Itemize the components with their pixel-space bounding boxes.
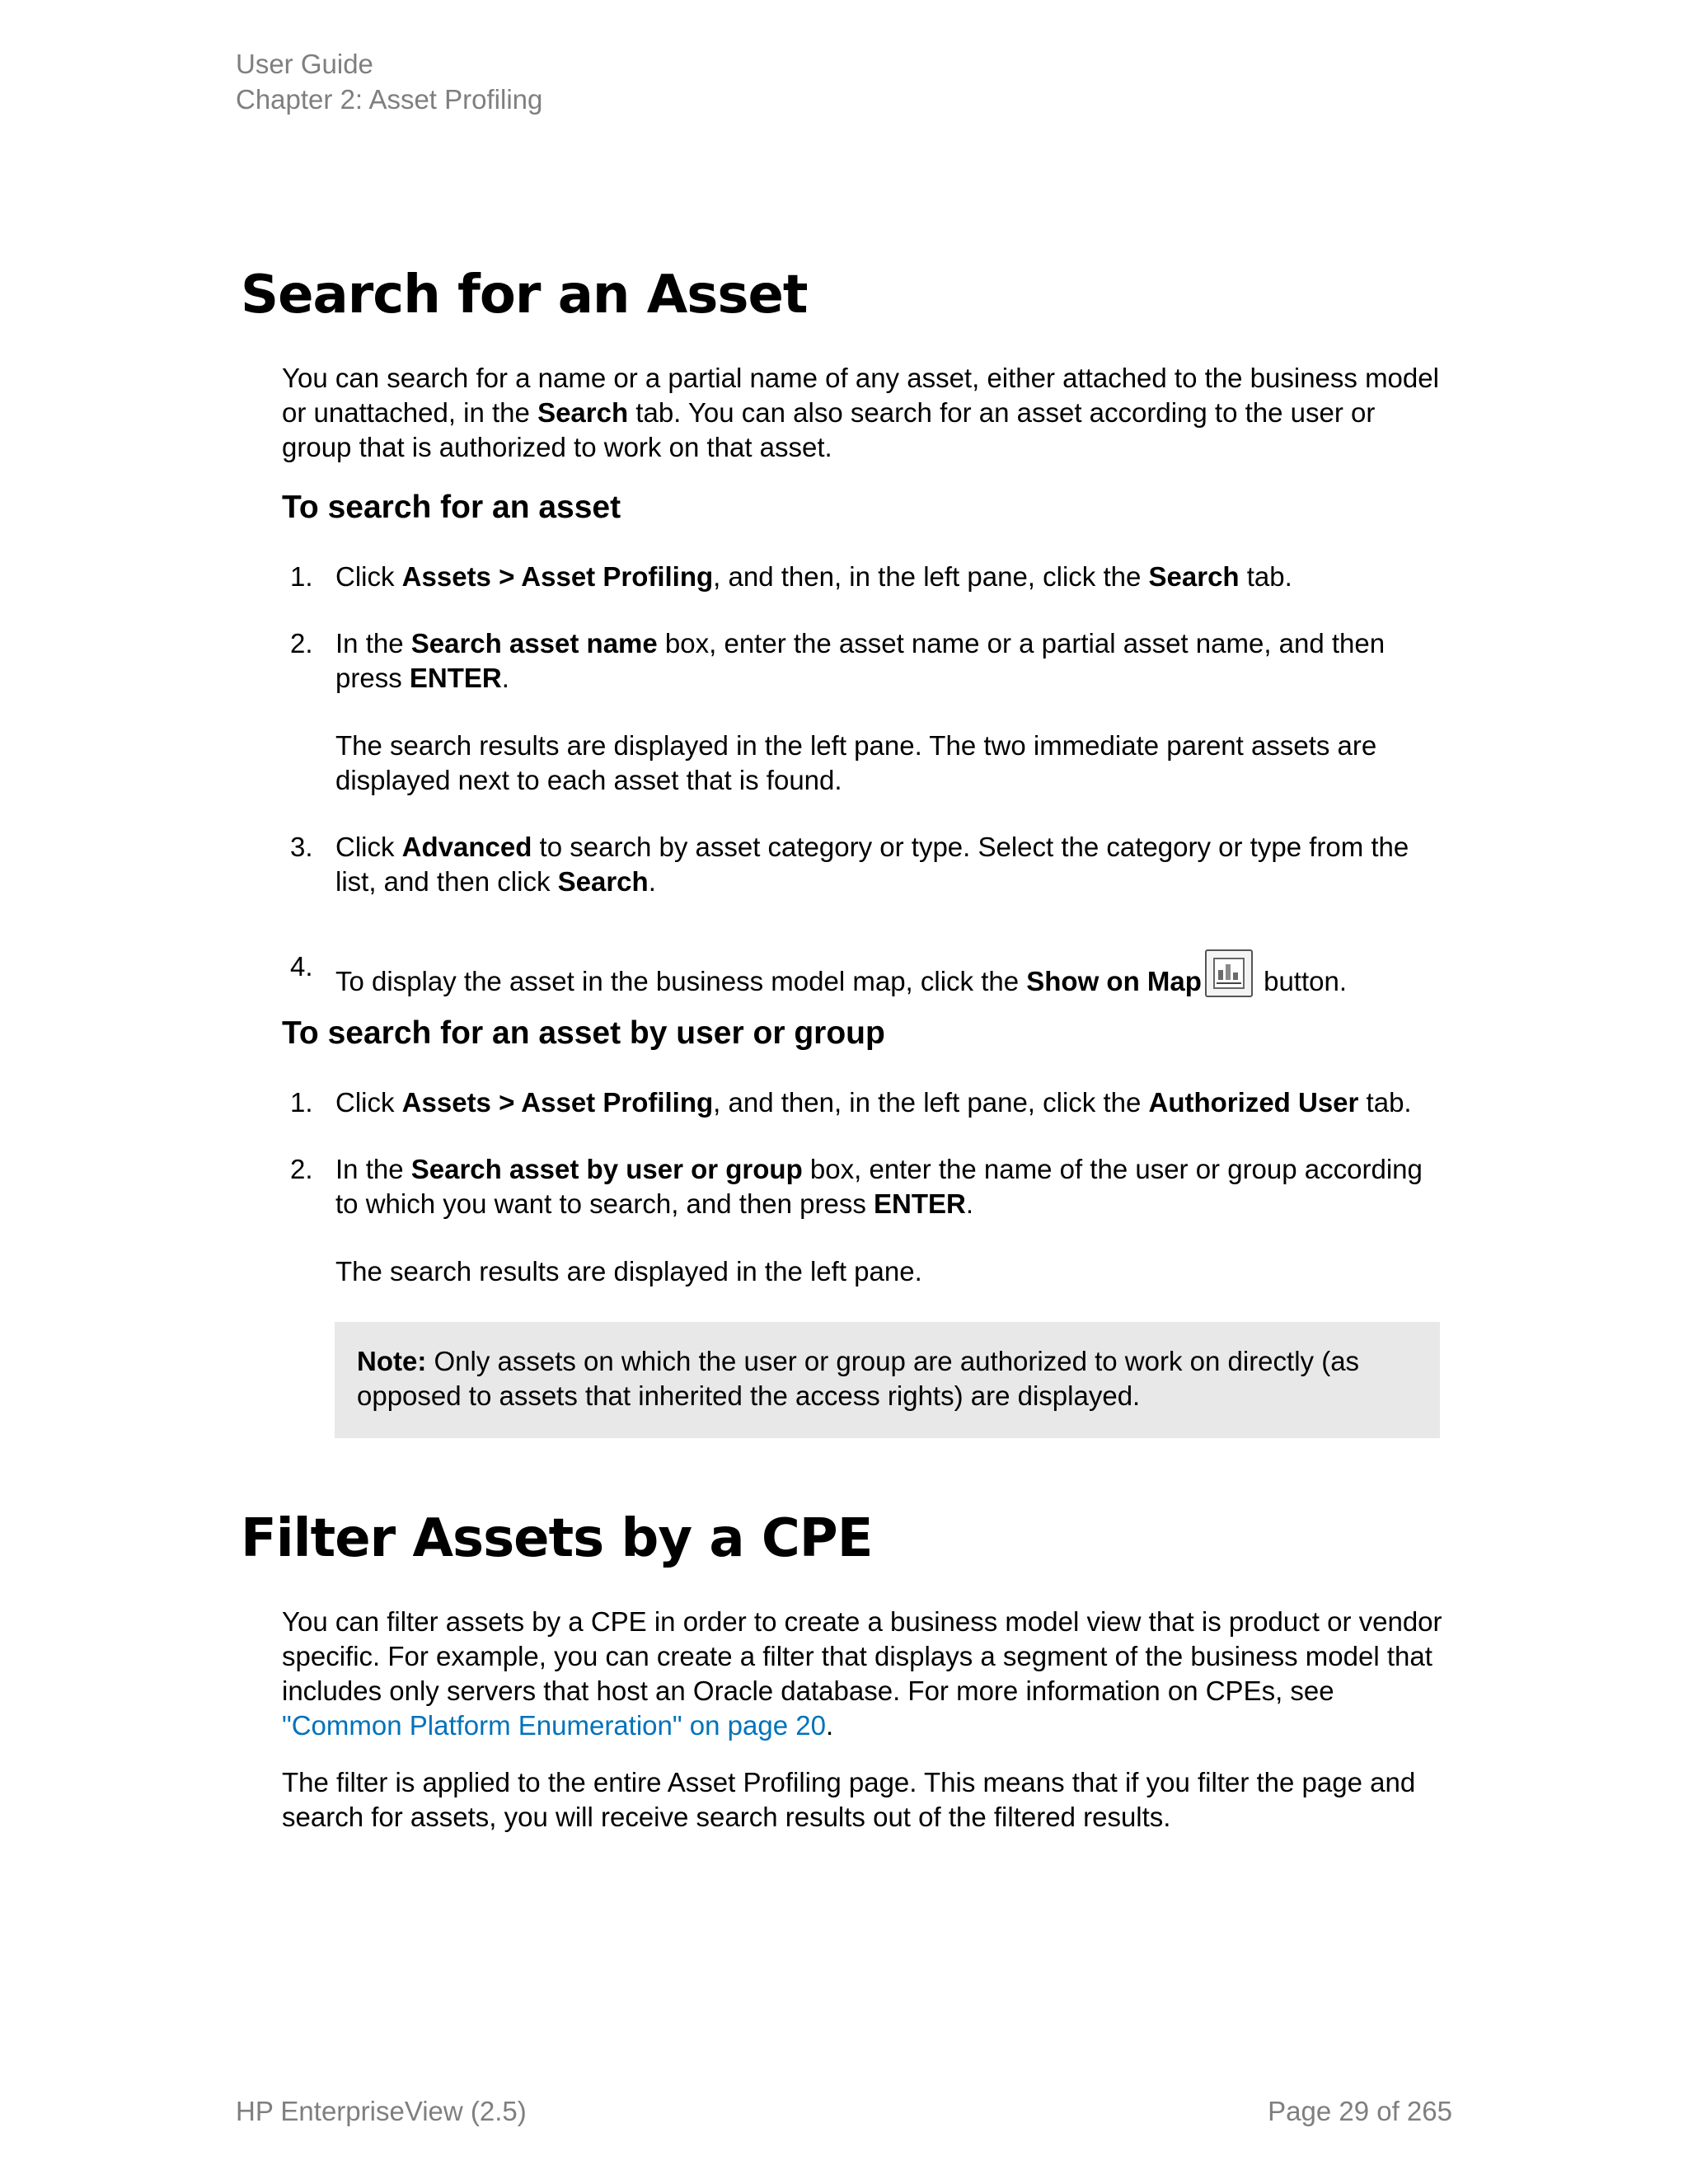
document-page: User Guide Chapter 2: Asset Profiling Search for an Asset You can search for a name or a partial name of any asset, either attached to the business model or unattached, in the Search tab. You can also search for an asset according to the user or group that is authorized to work on that asset. To search for an asset 1. Click Assets > Asset Profiling, and then, in the left pane, click the Search tab. 2. In the Search asset name box, enter the asset name or a partial asset name, and then press ENTER. The search results are displayed in the left pane. The two immediate parent assets are displayed next to each asset that is found. 3. Click Advanced to search by asset category or type. Select the category or type from the list, and then click Search. 4. To display the asset in the business model map, click the Show on Map button. To search for an asset by user or group 1. Click Assets > Asset Profiling, and then, in the left pane, click the Authorized User tab. 2. In the Search asset by user or group box, enter the name of the user or group according to which you want to search, and then press ENTER. The search results are displayed in the left pane. Note: Only assets on which the user or group are authorized to work on directly (as opposed to assets that inherited the access rights) are displayed. Filter Assets by a CPE You can filter assets by a CPE in order to create a business model view that is product or vendor specific. For example, you can create a filter that displays a segment of the business model that includes only servers that host an Oracle database. For more information on CPEs, see "Common Platform Enumeration" on page 20. The filter is applied to the entire Asset Profiling page. This means that if you filter the page and search for assets, you will receive search results out of the filtered results. HP EnterpriseView (2.5) Page 29 of 265 (0, 0, 1688, 2184)
cpe-cross-reference-link[interactable]: "Common Platform Enumeration" on page 20 (282, 1710, 826, 1741)
running-header-chapter: Chapter 2: Asset Profiling (236, 84, 543, 115)
filter-intro-paragraph: You can filter assets by a CPE in order to create a business model view that is product or vendor specific. For example, you can create a filter that displays a segment of the business model that includes only servers that host an Oracle database. For more information on CPEs, see "Common Platform Enumeration" on page 20. (282, 1606, 1442, 1741)
running-header (236, 46, 542, 117)
footer-product: HP EnterpriseView (2.5) (236, 2096, 527, 2126)
note-box (335, 1322, 1440, 1438)
section-title-filter-cpe: Filter Assets by a CPE (241, 1508, 873, 1569)
footer-page-number: Page 29 of 265 (1268, 2096, 1452, 2126)
procedure-title-search-by-user: To search for an asset by user or group (282, 1015, 885, 1051)
search-intro-paragraph: You can search for a name or a partial name of any asset, either attached to the business model or unattached, in the Search tab. You can also search for an asset according to the user or group that is authorized to work on that asset. (282, 363, 1439, 462)
note-label: Note: (357, 1346, 427, 1376)
running-header-guide: User Guide (236, 49, 373, 79)
note-text: Only assets on which the user or group are authorized to work on directly (as opposed to assets that inherited the access rights) are displayed. (357, 1346, 1360, 1411)
show-on-map-icon (1205, 949, 1253, 997)
procedure-title-search-asset: To search for an asset (282, 490, 621, 525)
section-title-search: Search for an Asset (241, 265, 808, 326)
filter-scope-paragraph: The filter is applied to the entire Asset Profiling page. This means that if you filter the page and search for assets, you will receive search results out of the filtered results. (282, 1767, 1416, 1832)
